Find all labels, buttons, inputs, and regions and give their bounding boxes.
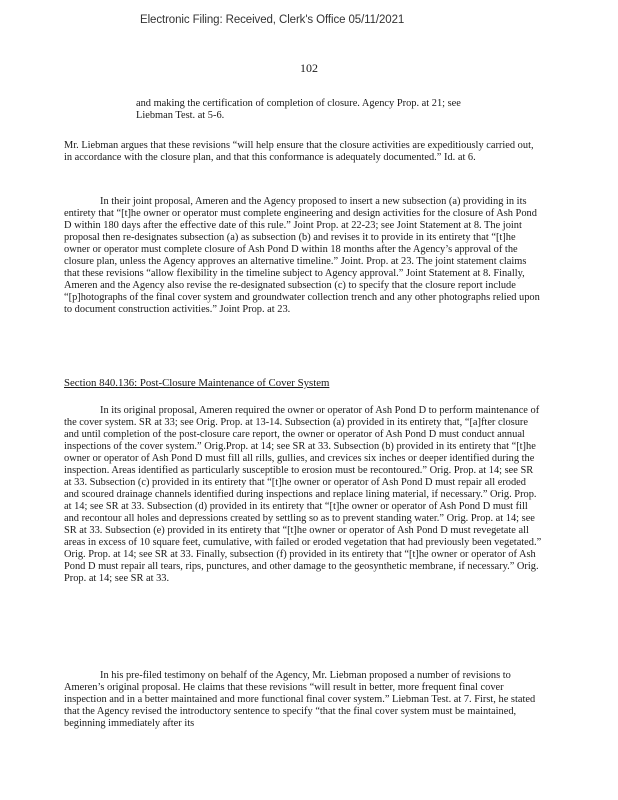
filing-stamp: Electronic Filing: Received, Clerk's Office 05/11/2021 [140,14,405,26]
paragraph-liebman-argument: Mr. Liebman argues that these revisions “will help ensure that the closure activities are expeditiously carried out, in accordance with the closure plan, and that this conformance is adequately documented.” Id. at 6. [64,140,534,163]
paragraph-joint-proposal: In their joint proposal, Ameren and the Agency proposed to insert a new subsection (a) providing in its entirety that “[t]he owner or operator must complete engineering and design activities for the closure of Ash Pond D within 180 days after the effective date of this rule.” Joint Prop. at 22-23; see Joint Statement at 8. The joint proposal then re-designates subsection (a) as subsection (b) and revises it to provide in its entirety that “[t]he owner or operator must complete closure of Ash Pond D within 18 months after the Agency’s approval of the closure plan, unless the Agency approves an alternative timeline.” Joint. Prop. at 23. The joint statement claims that these revisions “allow flexibility in the timeline subject to Agency approval.” Joint Statement at 8. Finally, Ameren and the Agency also revise the re-designated subsection (c) to specify that the closure report include “[p]hotographs of the final cover system and groundwater collection trench and any other photographs relied upon to document construction activities.” Joint Prop. at 23. [64,196,540,315]
page-number: 102 [300,61,318,75]
block-quote-continuation: and making the certification of completion of closure. Agency Prop. at 21; see Liebman Test. at 5-6. [136,98,461,121]
paragraph-original-proposal: In its original proposal, Ameren required the owner or operator of Ash Pond D to perform maintenance of the cover system. SR at 33; see Orig. Prop. at 13-14. Subsection (a) provided in its entirety that, “[a]fter closure and until completion of the post-closure care report, the owner or operator of Ash Pond D must conduct annual inspections of the cover system.” Orig.Prop. at 14; see SR at 33. Subsection (b) provided in its entirety that “[t]he owner or operator of Ash Pond D must fill all rills, gullies, and crevices six inches or deeper identified during the inspection. Areas identified as particularly susceptible to erosion must be recontoured.” Orig. Prop. at 14; see SR at 33. Subsection (c) provided in its entirety that “[t]he owner or operator of Ash Pond D must repair all eroded and scoured drainage channels identified during inspections and replace lining material, if necessary.” Orig. Prop. at 14; see SR at 33. Subsection (d) provided in its entirety that “[t]he owner or operator of Ash Pond D must fill and recontour all holes and depressions created by settling so as to prevent standing water.” Orig. Prop. at 14; see SR at 33. Subsection (e) provided in its entirety that “[t]he owner or operator of Ash Pond D must revegetate all areas in excess of 10 square feet, cumulative, with failed or eroded vegetation that had previously been vegetated.” Orig. Prop. at 14; see SR at 33. Finally, subsection (f) provided in its entirety that “[t]he owner or operator of Ash Pond D must repair all tears, rips, punctures, and other damage to the geosynthetic membrane, if necessary.” Orig. Prop. at 14; see SR at 33. [64,405,542,584]
paragraph-prefiled-testimony: In his pre-filed testimony on behalf of the Agency, Mr. Liebman proposed a number of revisions to Ameren’s original proposal. He claims that these revisions “will result in better, more frequent final cover inspection and in a better maintained and more functional final cover system.” Liebman Test. at 7. First, he stated that the Agency revised the introductory sentence to specify “that the final cover system must be maintained, beginning immediately after its [64,670,536,729]
section-heading: Section 840.136: Post-Closure Maintenance of Cover System [64,377,330,389]
